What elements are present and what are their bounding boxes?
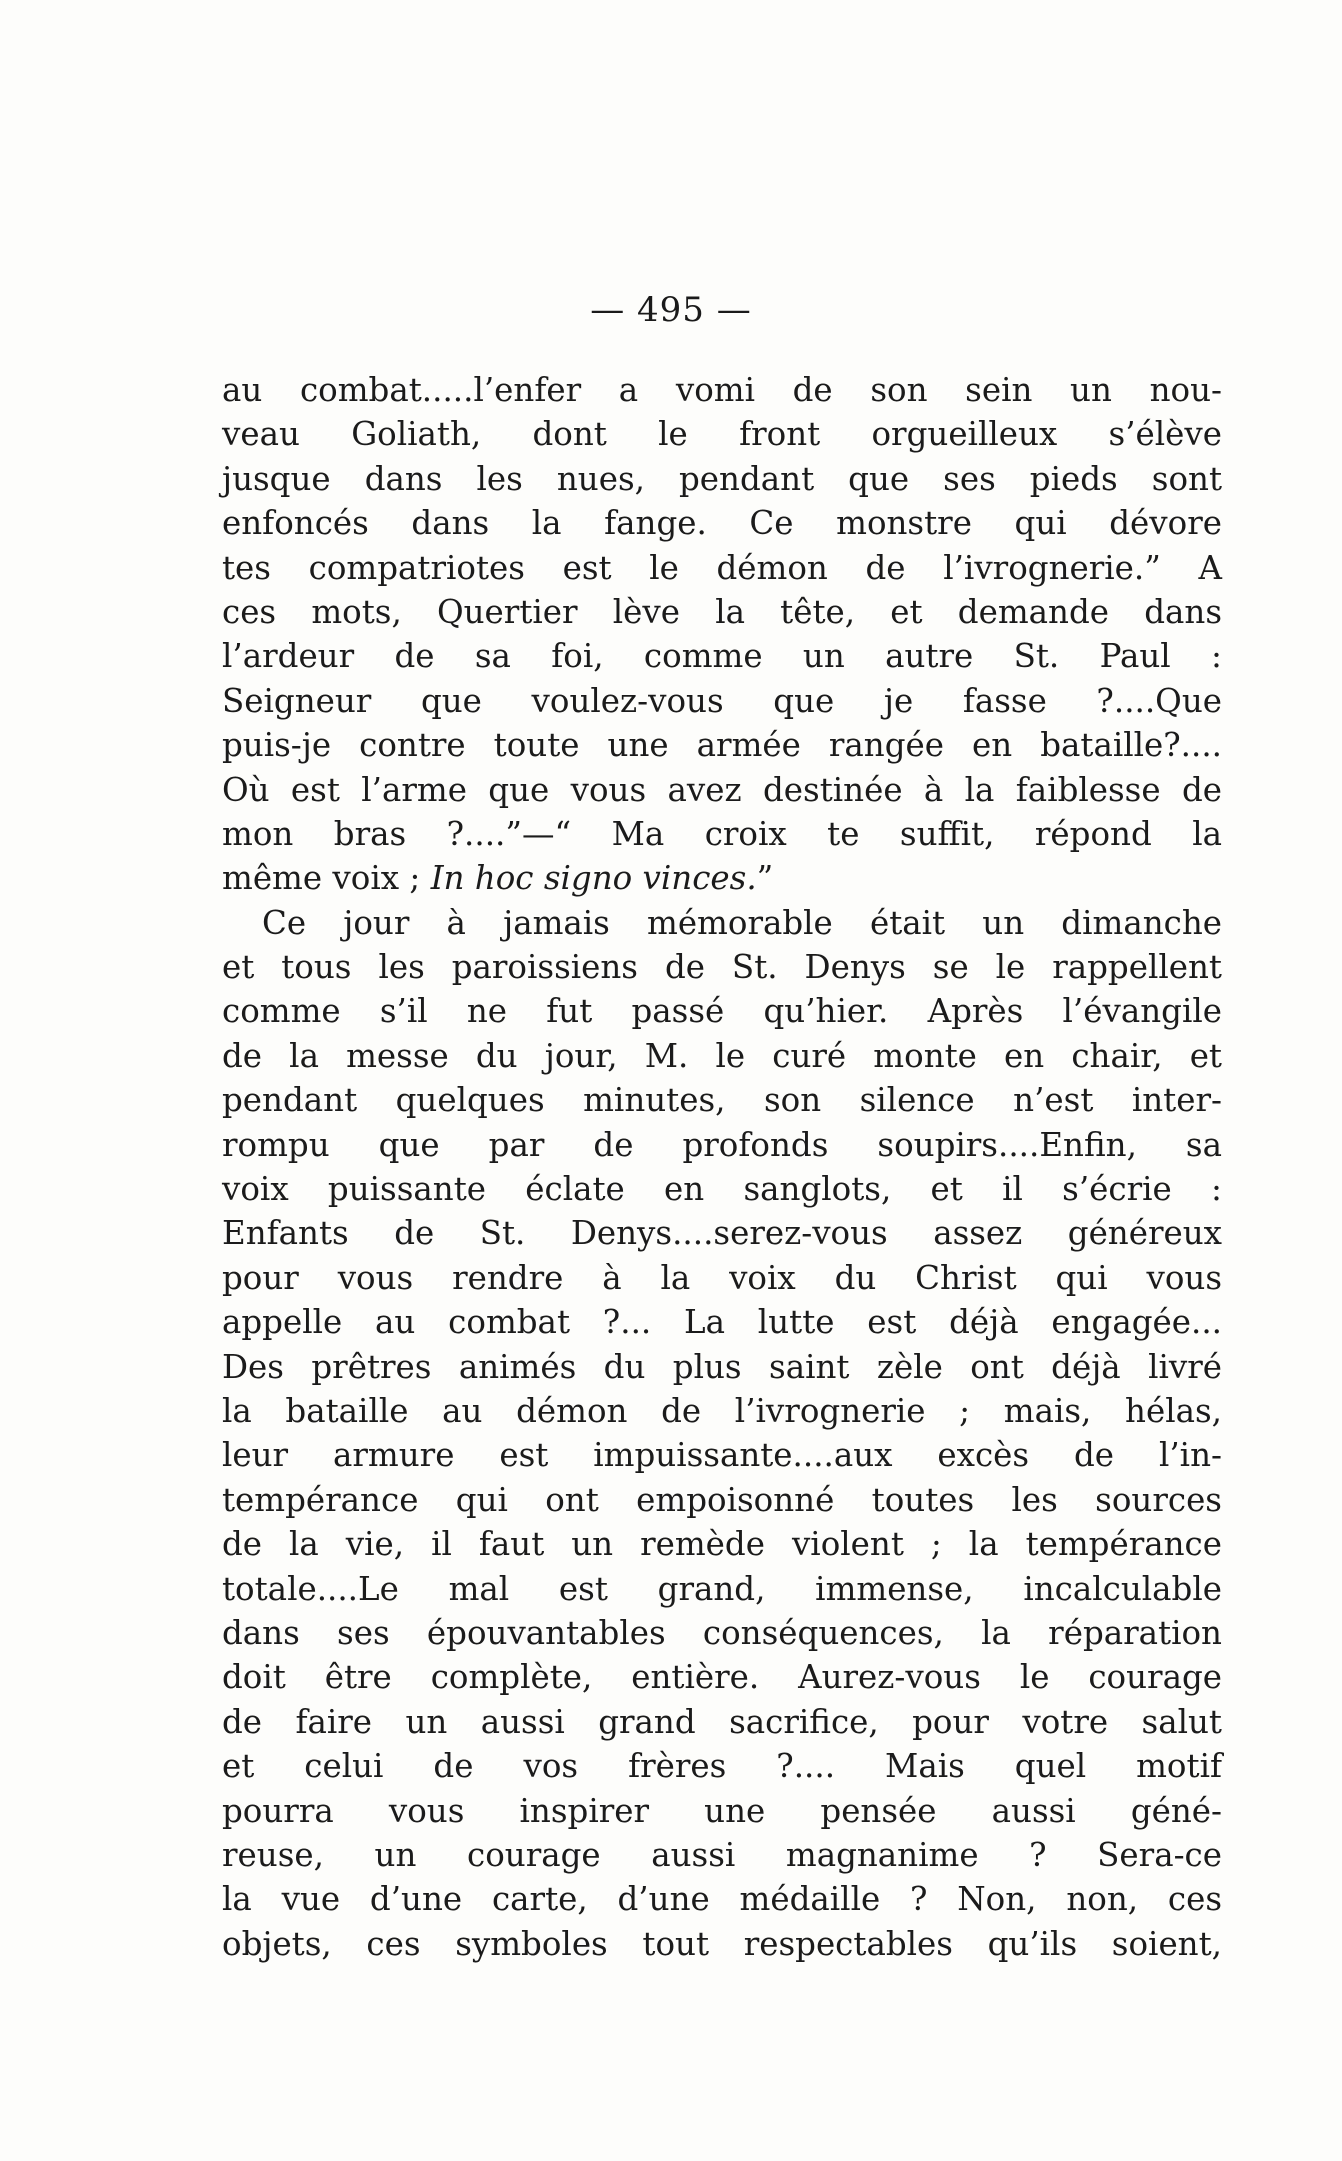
text-line: Des prêtres animés du plus saint zèle ont déjà livré bbox=[222, 1347, 1222, 1386]
text-line: objets, ces symboles tout respectables qu’ils soient, bbox=[222, 1924, 1222, 1963]
text-line: ces mots, Quertier lève la tête, et demande dans bbox=[222, 592, 1222, 631]
text-line: mon bras ?....”—“ Ma croix te suffit, répond la bbox=[222, 814, 1222, 853]
text-line: tes compatriotes est le démon de l’ivrognerie.” A bbox=[222, 548, 1222, 587]
text-line: voix puissante éclate en sanglots, et il s’écrie : bbox=[222, 1170, 1222, 1209]
text-line: Enfants de St. Denys....serez-vous assez généreux bbox=[222, 1214, 1222, 1253]
text-fragment: même voix ; bbox=[222, 859, 431, 898]
text-line: la bataille au démon de l’ivrognerie ; mais, hélas, bbox=[222, 1391, 1222, 1430]
latin-quote: In hoc signo vinces. bbox=[430, 859, 757, 898]
text-line: au combat.....l’enfer a vomi de son sein un nou- bbox=[222, 371, 1222, 409]
text-line: la vue d’une carte, d’une médaille ? Non, non, ces bbox=[222, 1880, 1222, 1919]
text-line: veau Goliath, dont le front orgueilleux s’élève bbox=[222, 415, 1222, 454]
text-line: reuse, un courage aussi magnanime ? Sera-ce bbox=[222, 1835, 1222, 1874]
text-line: pendant quelques minutes, son silence n’est inter- bbox=[222, 1081, 1222, 1120]
text-line: appelle au combat ?... La lutte est déjà engagée... bbox=[222, 1303, 1222, 1342]
text-line: pour vous rendre à la voix du Christ qui vous bbox=[222, 1258, 1222, 1297]
text-line: rompu que par de profonds soupirs....Enfin, sa bbox=[222, 1125, 1222, 1164]
text-line: jusque dans les nues, pendant que ses pieds sont bbox=[222, 459, 1222, 498]
text-line: Où est l’arme que vous avez destinée à la faiblesse de bbox=[222, 770, 1222, 809]
text-line: doit être complète, entière. Aurez-vous le courage bbox=[222, 1658, 1222, 1697]
text-line: leur armure est impuissante....aux excès de l’in- bbox=[222, 1436, 1222, 1475]
text-line: l’ardeur de sa foi, comme un autre St. Paul : bbox=[222, 637, 1222, 676]
text-line: et celui de vos frères ?.... Mais quel motif bbox=[222, 1747, 1222, 1786]
text-line-final bbox=[222, 856, 1222, 900]
text-line: de faire un aussi grand sacrifice, pour votre salut bbox=[222, 1702, 1222, 1741]
text-line: enfoncés dans la fange. Ce monstre qui dévore bbox=[222, 504, 1222, 543]
text-line: Ce jour à jamais mémorable était un dimanche bbox=[262, 903, 1222, 942]
page-number: — 495 — bbox=[590, 290, 752, 330]
paragraph-2 bbox=[222, 901, 1222, 1966]
text-line: Seigneur que voulez-vous que je fasse ?....Que bbox=[222, 681, 1222, 720]
text-line: de la vie, il faut un remède violent ; la tempérance bbox=[222, 1525, 1222, 1564]
text-line: dans ses épouvantables conséquences, la réparation bbox=[222, 1613, 1222, 1652]
closing-quote: ” bbox=[756, 859, 774, 898]
text-line: puis-je contre toute une armée rangée en bataille?.... bbox=[222, 726, 1222, 765]
paragraph-1 bbox=[222, 368, 1222, 901]
text-line: pourra vous inspirer une pensée aussi géné- bbox=[222, 1791, 1222, 1830]
text-line: tempérance qui ont empoisonné toutes les sources bbox=[222, 1480, 1222, 1519]
text-line: totale....Le mal est grand, immense, incalculable bbox=[222, 1569, 1222, 1608]
text-line: de la messe du jour, M. le curé monte en chair, et bbox=[222, 1036, 1222, 1075]
body-text bbox=[222, 368, 1222, 1966]
text-line: comme s’il ne fut passé qu’hier. Après l’évangile bbox=[222, 992, 1222, 1031]
text-line: et tous les paroissiens de St. Denys se le rappellent bbox=[222, 948, 1222, 987]
